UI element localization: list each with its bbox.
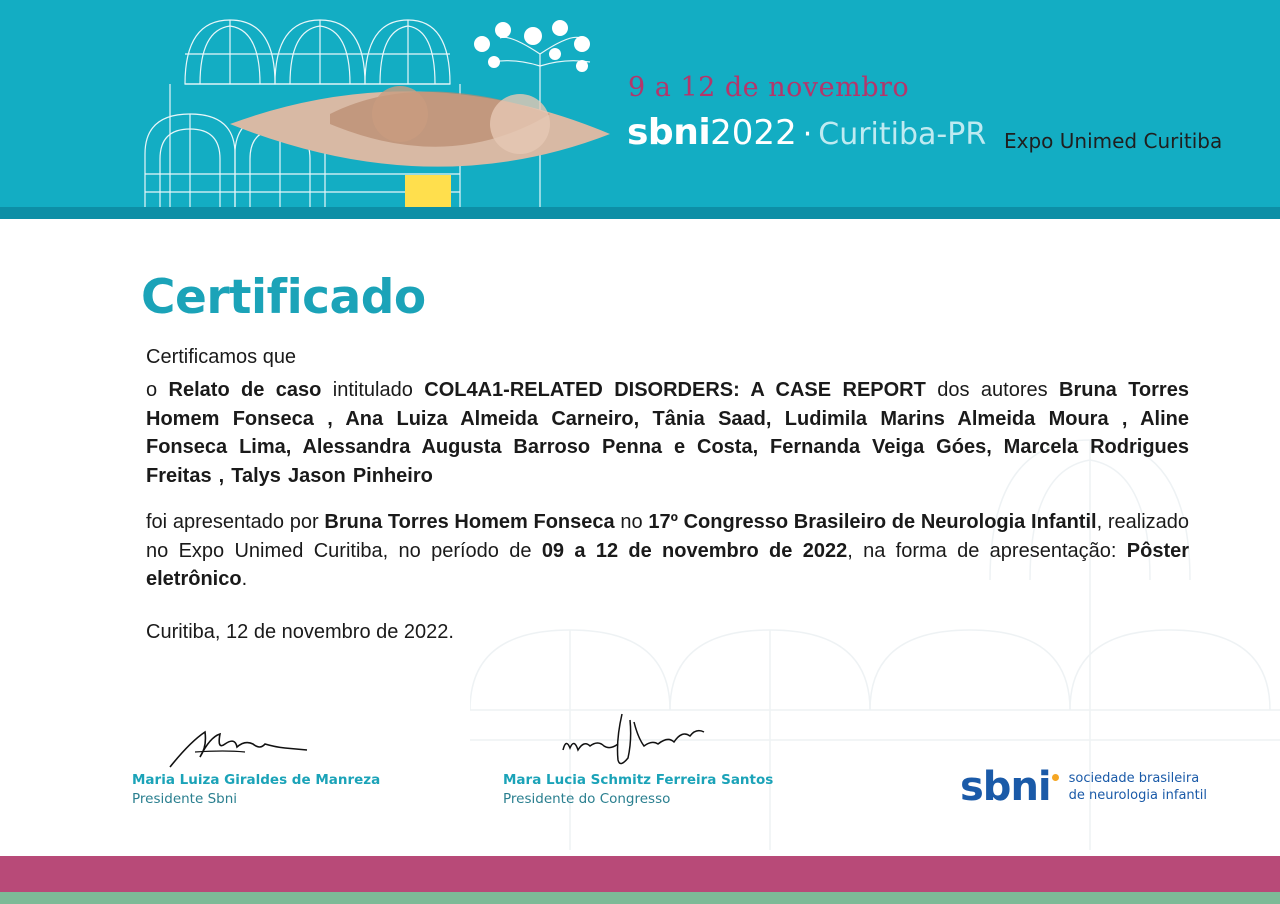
- author-list: Bruna Torres Homem Fonseca , Ana Luiza Almeida Carneiro, Tânia Saad, Ludimila Marins Almeida Moura , Aline Fonseca Lima, Alessandra Augusta Barroso Penna e Costa, Fernanda Veiga Góes, Marcela Rodrigues Freitas , Talys Jason Pinheiro: [146, 379, 1189, 487]
- certificate-work-paragraph: [146, 376, 1189, 490]
- event-brand: sbni: [627, 112, 711, 153]
- text-form: , na forma de apresentação:: [847, 539, 1117, 562]
- greenhouse-illustration: [130, 14, 610, 208]
- signer-name: Mara Lucia Schmitz Ferreira Santos: [503, 772, 774, 788]
- event-name: [627, 112, 986, 153]
- presentation-format: Pôster eletrônico: [146, 539, 1190, 590]
- signer-name: Maria Luiza Giraldes de Manreza: [132, 772, 381, 788]
- event-year: 2022: [710, 113, 797, 153]
- work-type: Relato de caso: [168, 379, 322, 401]
- event-date: 9 a 12 de novembro: [628, 72, 910, 103]
- logo-text-line1: sociedade brasileira: [1068, 771, 1200, 786]
- certificate-presentation-paragraph: [146, 508, 1189, 594]
- signer-role: Presidente Sbni: [132, 791, 238, 807]
- work-title: COL4A1-RELATED DISORDERS: A CASE REPORT: [424, 379, 926, 401]
- footer-band-green: [0, 892, 1280, 904]
- event-period: 09 a 12 de novembro de 2022: [541, 539, 848, 562]
- text-held: , realizado no Expo Unimed Curitiba, no período de: [146, 511, 1190, 562]
- signer-role: Presidente do Congresso: [503, 791, 671, 807]
- text-end: .: [241, 568, 248, 590]
- text-presented-by: foi apresentado por: [146, 511, 319, 533]
- certificate-intro: Certificamos que: [146, 346, 297, 368]
- footer-band-magenta: [0, 856, 1280, 892]
- banner-divider: [0, 207, 1280, 219]
- certificate-title: Certificado: [141, 270, 426, 325]
- event-separator: ·: [802, 117, 813, 152]
- text-o: o: [146, 379, 158, 401]
- logo-text-line2: de neurologia infantil: [1068, 788, 1207, 803]
- sbni-logo: [960, 764, 1207, 810]
- presenter-name: Bruna Torres Homem Fonseca: [324, 511, 615, 533]
- text-authors-label: dos autores: [937, 379, 1048, 401]
- text-titled: intitulado: [332, 379, 413, 401]
- text-at: no: [620, 511, 643, 533]
- header-banner: [0, 0, 1280, 207]
- signature-2-handwriting: [558, 710, 708, 772]
- signature-block-1: [132, 772, 380, 807]
- sbni-logo-text: [1069, 770, 1207, 804]
- signature-block-2: [503, 772, 773, 807]
- sbni-logo-mark: sbni: [960, 764, 1051, 810]
- signature-1-handwriting: [165, 722, 315, 772]
- logo-dot-icon: [1052, 774, 1059, 781]
- certificate-place-date: Curitiba, 12 de novembro de 2022.: [146, 621, 454, 643]
- event-city: Curitiba-PR: [818, 117, 987, 152]
- congress-name: 17º Congresso Brasileiro de Neurologia Infantil: [648, 511, 1097, 533]
- event-venue: Expo Unimed Curitiba: [1004, 129, 1223, 153]
